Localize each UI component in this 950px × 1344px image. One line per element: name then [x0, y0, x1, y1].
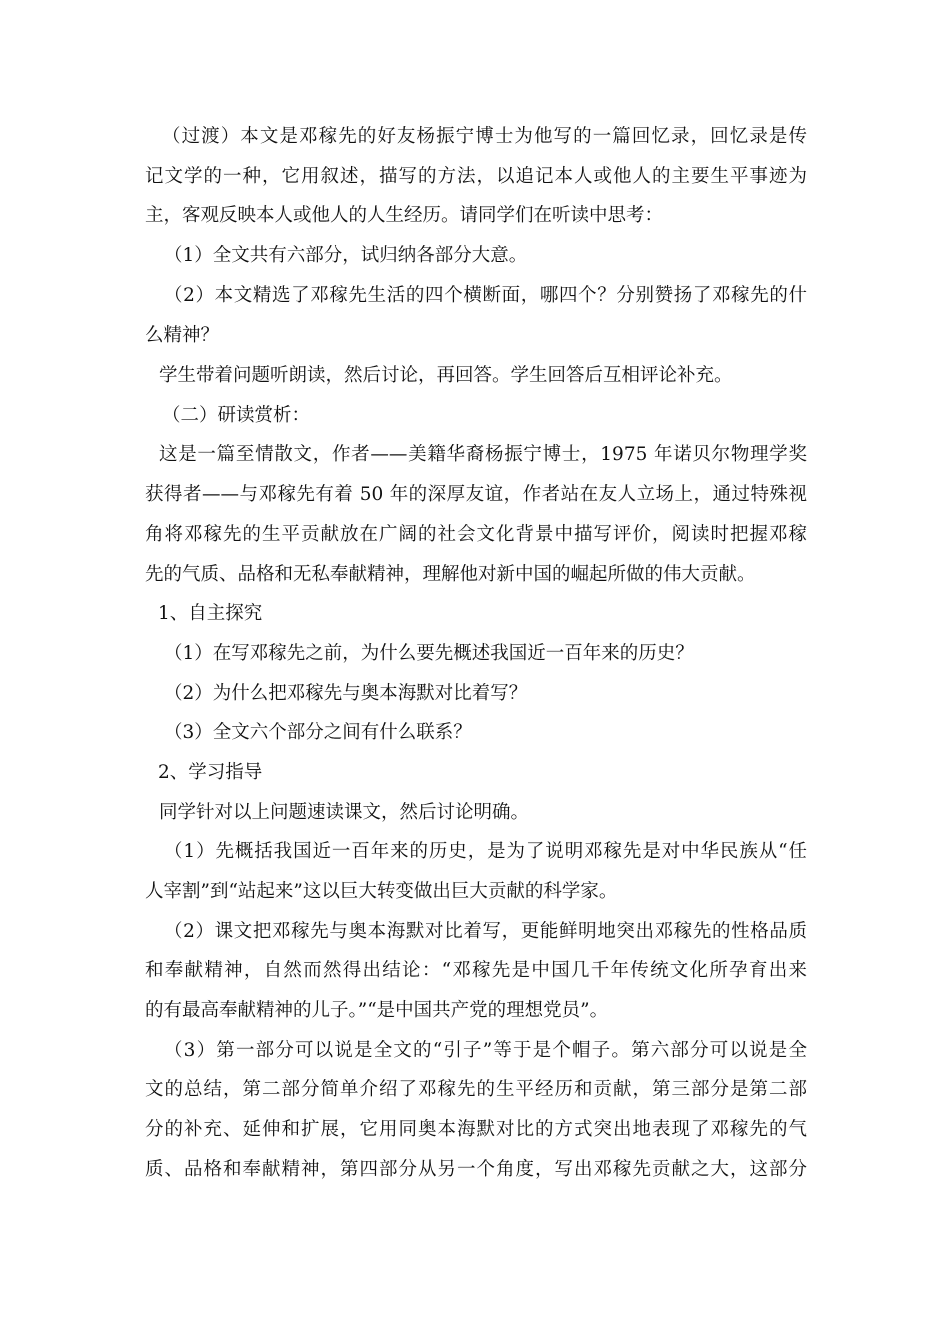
- question-line: （1）在写邓稼先之前，为什么要先概述我国近一百年来的历史？: [164, 643, 694, 664]
- paragraph-line: 记文学的一种，它用叙述，描写的方法，以追记本人或他人的主要生平事迹为: [145, 166, 807, 187]
- section-heading: 2、学习指导: [158, 762, 263, 783]
- section-heading: （二）研读赏析：: [162, 405, 311, 426]
- question-line: （2）为什么把邓稼先与奥本海默对比着写？: [164, 683, 528, 704]
- paragraph-line: 这是一篇至情散文，作者——美籍华裔杨振宁博士，1975 年诺贝尔物理学奖: [159, 444, 807, 465]
- paragraph-line: 人宰割”到“站起来”这以巨大转变做出巨大贡献的科学家。: [145, 881, 618, 902]
- paragraph-line: 质、品格和奉献精神，第四部分从另一个角度，写出邓稼先贡献之大，这部分: [145, 1159, 807, 1180]
- paragraph-line: 和奉献精神，自然而然得出结论：“邓稼先是中国几千年传统文化所孕育出来: [145, 960, 807, 981]
- paragraph-line: 文的总结，第二部分简单介绍了邓稼先的生平经历和贡献，第三部分是第二部: [145, 1079, 807, 1100]
- paragraph-line: 么精神？: [145, 325, 220, 346]
- paragraph-line: （2）本文精选了邓稼先生活的四个横断面，哪四个？分别赞扬了邓稼先的什: [164, 285, 807, 306]
- paragraph-line: 同学针对以上问题速读课文，然后讨论明确。: [159, 802, 530, 823]
- paragraph-line: （2）课文把邓稼先与奥本海默对比着写，更能鲜明地突出邓稼先的性格品质: [164, 921, 807, 942]
- question-line: （3）全文六个部分之间有什么联系？: [164, 722, 472, 743]
- paragraph-line: 分的补充、延伸和扩展，它用同奥本海默对比的方式突出地表现了邓稼先的气: [145, 1119, 807, 1140]
- paragraph-line: 主，客观反映本人或他人的人生经历。请同学们在听读中思考：: [145, 205, 664, 226]
- paragraph-line: 获得者——与邓稼先有着 50 年的深厚友谊，作者站在友人立场上，通过特殊视: [145, 484, 807, 505]
- section-heading: 1、自主探究: [158, 603, 263, 624]
- paragraph-line: 的有最高奉献精神的儿子。”“是中国共产党的理想党员”。: [145, 1000, 609, 1021]
- paragraph-line: （1）先概括我国近一百年来的历史，是为了说明邓稼先是对中华民族从“任: [164, 841, 807, 862]
- paragraph-line: （过渡）本文是邓稼先的好友杨振宁博士为他写的一篇回忆录，回忆录是传: [162, 126, 807, 147]
- paragraph-line: 先的气质、品格和无私奉献精神，理解他对新中国的崛起所做的伟大贡献。: [145, 564, 756, 585]
- paragraph-line: （3）第一部分可以说是全文的“引子”等于是个帽子。第六部分可以说是全: [164, 1040, 807, 1061]
- paragraph-line: 角将邓稼先的生平贡献放在广阔的社会文化背景中描写评价，阅读时把握邓稼: [145, 524, 807, 545]
- paragraph-line: （1）全文共有六部分，试归纳各部分大意。: [164, 245, 528, 266]
- paragraph-line: 学生带着问题听朗读，然后讨论，再回答。学生回答后互相评论补充。: [159, 365, 733, 386]
